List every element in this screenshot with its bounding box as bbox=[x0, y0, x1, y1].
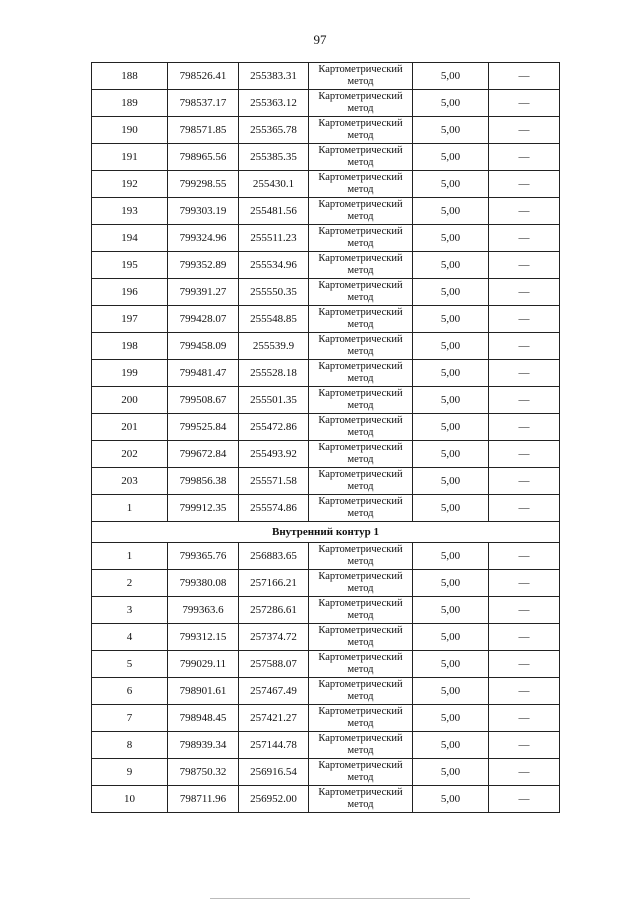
y-coordinate-cell: 257374.72 bbox=[239, 624, 309, 651]
method-line-2: метод bbox=[347, 76, 374, 87]
accuracy-cell: 5,00 bbox=[413, 543, 489, 570]
point-number-cell: 7 bbox=[92, 705, 168, 732]
method-line-1: Картометрический bbox=[318, 199, 403, 210]
description-cell: — bbox=[489, 597, 560, 624]
accuracy-cell: 5,00 bbox=[413, 333, 489, 360]
description-cell: — bbox=[489, 678, 560, 705]
point-number-cell: 8 bbox=[92, 732, 168, 759]
point-number-cell: 188 bbox=[92, 63, 168, 90]
method-cell bbox=[309, 225, 413, 252]
method-line-2: метод bbox=[347, 664, 374, 675]
description-cell: — bbox=[489, 759, 560, 786]
accuracy-cell: 5,00 bbox=[413, 759, 489, 786]
y-coordinate-cell: 256952.00 bbox=[239, 786, 309, 813]
y-coordinate-cell: 256916.54 bbox=[239, 759, 309, 786]
method-cell bbox=[309, 144, 413, 171]
method-line-2: метод bbox=[347, 556, 374, 567]
point-number-cell: 198 bbox=[92, 333, 168, 360]
x-coordinate-cell: 799352.89 bbox=[168, 252, 239, 279]
section-title: Внутренний контур 1 bbox=[92, 522, 560, 543]
table-row bbox=[92, 651, 560, 678]
method-cell bbox=[309, 759, 413, 786]
y-coordinate-cell: 255493.92 bbox=[239, 441, 309, 468]
coordinates-table-body bbox=[92, 63, 560, 813]
description-cell: — bbox=[489, 279, 560, 306]
method-line-2: метод bbox=[347, 103, 374, 114]
point-number-cell: 191 bbox=[92, 144, 168, 171]
method-line-1: Картометрический bbox=[318, 253, 403, 264]
point-number-cell: 190 bbox=[92, 117, 168, 144]
description-cell: — bbox=[489, 468, 560, 495]
description-cell: — bbox=[489, 414, 560, 441]
method-line-1: Картометрический bbox=[318, 415, 403, 426]
method-line-2: метод bbox=[347, 184, 374, 195]
method-line-1: Картометрический bbox=[318, 91, 403, 102]
table-row bbox=[92, 279, 560, 306]
x-coordinate-cell: 798750.32 bbox=[168, 759, 239, 786]
method-line-2: метод bbox=[347, 610, 374, 621]
x-coordinate-cell: 799303.19 bbox=[168, 198, 239, 225]
accuracy-cell: 5,00 bbox=[413, 468, 489, 495]
description-cell: — bbox=[489, 495, 560, 522]
description-cell: — bbox=[489, 570, 560, 597]
accuracy-cell: 5,00 bbox=[413, 225, 489, 252]
description-cell: — bbox=[489, 543, 560, 570]
method-line-2: метод bbox=[347, 481, 374, 492]
table-row bbox=[92, 306, 560, 333]
method-line-2: метод bbox=[347, 265, 374, 276]
point-number-cell: 5 bbox=[92, 651, 168, 678]
accuracy-cell: 5,00 bbox=[413, 597, 489, 624]
x-coordinate-cell: 799912.35 bbox=[168, 495, 239, 522]
accuracy-cell: 5,00 bbox=[413, 786, 489, 813]
table-row bbox=[92, 117, 560, 144]
point-number-cell: 4 bbox=[92, 624, 168, 651]
point-number-cell: 1 bbox=[92, 543, 168, 570]
y-coordinate-cell: 255430.1 bbox=[239, 171, 309, 198]
accuracy-cell: 5,00 bbox=[413, 63, 489, 90]
method-line-2: метод bbox=[347, 745, 374, 756]
table-row bbox=[92, 414, 560, 441]
description-cell: — bbox=[489, 306, 560, 333]
x-coordinate-cell: 799298.55 bbox=[168, 171, 239, 198]
method-cell bbox=[309, 543, 413, 570]
description-cell: — bbox=[489, 360, 560, 387]
method-cell bbox=[309, 570, 413, 597]
table-row bbox=[92, 624, 560, 651]
accuracy-cell: 5,00 bbox=[413, 387, 489, 414]
description-cell: — bbox=[489, 333, 560, 360]
method-line-2: метод bbox=[347, 346, 374, 357]
accuracy-cell: 5,00 bbox=[413, 252, 489, 279]
point-number-cell: 200 bbox=[92, 387, 168, 414]
method-cell bbox=[309, 63, 413, 90]
method-line-2: метод bbox=[347, 319, 374, 330]
y-coordinate-cell: 255363.12 bbox=[239, 90, 309, 117]
method-line-1: Картометрический bbox=[318, 388, 403, 399]
y-coordinate-cell: 257588.07 bbox=[239, 651, 309, 678]
method-cell bbox=[309, 387, 413, 414]
accuracy-cell: 5,00 bbox=[413, 117, 489, 144]
point-number-cell: 9 bbox=[92, 759, 168, 786]
y-coordinate-cell: 257286.61 bbox=[239, 597, 309, 624]
description-cell: — bbox=[489, 252, 560, 279]
x-coordinate-cell: 799856.38 bbox=[168, 468, 239, 495]
point-number-cell: 193 bbox=[92, 198, 168, 225]
accuracy-cell: 5,00 bbox=[413, 171, 489, 198]
method-cell bbox=[309, 117, 413, 144]
method-line-1: Картометрический bbox=[318, 64, 403, 75]
method-line-1: Картометрический bbox=[318, 598, 403, 609]
method-cell bbox=[309, 171, 413, 198]
table-row bbox=[92, 252, 560, 279]
y-coordinate-cell: 255548.85 bbox=[239, 306, 309, 333]
x-coordinate-cell: 799365.76 bbox=[168, 543, 239, 570]
method-cell bbox=[309, 786, 413, 813]
point-number-cell: 1 bbox=[92, 495, 168, 522]
x-coordinate-cell: 799672.84 bbox=[168, 441, 239, 468]
method-cell bbox=[309, 624, 413, 651]
y-coordinate-cell: 255571.58 bbox=[239, 468, 309, 495]
point-number-cell: 3 bbox=[92, 597, 168, 624]
page-number: 97 bbox=[313, 32, 327, 47]
method-line-1: Картометрический bbox=[318, 760, 403, 771]
description-cell: — bbox=[489, 387, 560, 414]
x-coordinate-cell: 799324.96 bbox=[168, 225, 239, 252]
accuracy-cell: 5,00 bbox=[413, 441, 489, 468]
table-row bbox=[92, 387, 560, 414]
accuracy-cell: 5,00 bbox=[413, 90, 489, 117]
x-coordinate-cell: 799508.67 bbox=[168, 387, 239, 414]
point-number-cell: 196 bbox=[92, 279, 168, 306]
method-line-2: метод bbox=[347, 211, 374, 222]
description-cell: — bbox=[489, 144, 560, 171]
description-cell: — bbox=[489, 441, 560, 468]
method-line-2: метод bbox=[347, 799, 374, 810]
method-line-1: Картометрический bbox=[318, 679, 403, 690]
method-line-2: метод bbox=[347, 508, 374, 519]
x-coordinate-cell: 799391.27 bbox=[168, 279, 239, 306]
point-number-cell: 197 bbox=[92, 306, 168, 333]
method-line-2: метод bbox=[347, 238, 374, 249]
method-line-2: метод bbox=[347, 454, 374, 465]
table-row bbox=[92, 678, 560, 705]
x-coordinate-cell: 798526.41 bbox=[168, 63, 239, 90]
table-row bbox=[92, 543, 560, 570]
method-line-1: Картометрический bbox=[318, 787, 403, 798]
method-cell bbox=[309, 198, 413, 225]
method-line-1: Картометрический bbox=[318, 469, 403, 480]
method-cell bbox=[309, 705, 413, 732]
accuracy-cell: 5,00 bbox=[413, 732, 489, 759]
method-line-2: метод bbox=[347, 373, 374, 384]
method-cell bbox=[309, 495, 413, 522]
y-coordinate-cell: 255383.31 bbox=[239, 63, 309, 90]
method-line-2: метод bbox=[347, 292, 374, 303]
method-line-1: Картометрический bbox=[318, 625, 403, 636]
method-line-1: Картометрический bbox=[318, 280, 403, 291]
method-cell bbox=[309, 414, 413, 441]
table-row bbox=[92, 759, 560, 786]
method-line-2: метод bbox=[347, 691, 374, 702]
method-line-2: метод bbox=[347, 157, 374, 168]
point-number-cell: 2 bbox=[92, 570, 168, 597]
accuracy-cell: 5,00 bbox=[413, 306, 489, 333]
y-coordinate-cell: 255385.35 bbox=[239, 144, 309, 171]
accuracy-cell: 5,00 bbox=[413, 144, 489, 171]
point-number-cell: 6 bbox=[92, 678, 168, 705]
method-cell bbox=[309, 90, 413, 117]
method-line-1: Картометрический bbox=[318, 442, 403, 453]
table-row bbox=[92, 198, 560, 225]
point-number-cell: 192 bbox=[92, 171, 168, 198]
y-coordinate-cell: 255365.78 bbox=[239, 117, 309, 144]
accuracy-cell: 5,00 bbox=[413, 624, 489, 651]
x-coordinate-cell: 798537.17 bbox=[168, 90, 239, 117]
description-cell: — bbox=[489, 786, 560, 813]
method-line-1: Картометрический bbox=[318, 118, 403, 129]
x-coordinate-cell: 798965.56 bbox=[168, 144, 239, 171]
accuracy-cell: 5,00 bbox=[413, 360, 489, 387]
y-coordinate-cell: 255534.96 bbox=[239, 252, 309, 279]
method-cell bbox=[309, 678, 413, 705]
method-line-2: метод bbox=[347, 400, 374, 411]
method-cell bbox=[309, 279, 413, 306]
table-row bbox=[92, 705, 560, 732]
method-cell bbox=[309, 360, 413, 387]
x-coordinate-cell: 799380.08 bbox=[168, 570, 239, 597]
method-line-1: Картометрический bbox=[318, 496, 403, 507]
table-row bbox=[92, 225, 560, 252]
table-row bbox=[92, 468, 560, 495]
method-cell bbox=[309, 252, 413, 279]
accuracy-cell: 5,00 bbox=[413, 678, 489, 705]
method-line-2: метод bbox=[347, 427, 374, 438]
point-number-cell: 10 bbox=[92, 786, 168, 813]
method-line-1: Картометрический bbox=[318, 334, 403, 345]
y-coordinate-cell: 257166.21 bbox=[239, 570, 309, 597]
point-number-cell: 203 bbox=[92, 468, 168, 495]
method-cell bbox=[309, 333, 413, 360]
table-row bbox=[92, 63, 560, 90]
y-coordinate-cell: 255539.9 bbox=[239, 333, 309, 360]
y-coordinate-cell: 255550.35 bbox=[239, 279, 309, 306]
table-row bbox=[92, 570, 560, 597]
x-coordinate-cell: 799525.84 bbox=[168, 414, 239, 441]
description-cell: — bbox=[489, 63, 560, 90]
method-line-1: Картометрический bbox=[318, 733, 403, 744]
table-row bbox=[92, 786, 560, 813]
description-cell: — bbox=[489, 198, 560, 225]
y-coordinate-cell: 257144.78 bbox=[239, 732, 309, 759]
point-number-cell: 201 bbox=[92, 414, 168, 441]
x-coordinate-cell: 798948.45 bbox=[168, 705, 239, 732]
x-coordinate-cell: 798939.34 bbox=[168, 732, 239, 759]
method-cell bbox=[309, 306, 413, 333]
method-line-2: метод bbox=[347, 772, 374, 783]
description-cell: — bbox=[489, 732, 560, 759]
table-row bbox=[92, 144, 560, 171]
coordinates-table bbox=[91, 62, 560, 813]
method-line-2: метод bbox=[347, 718, 374, 729]
method-line-1: Картометрический bbox=[318, 307, 403, 318]
accuracy-cell: 5,00 bbox=[413, 198, 489, 225]
description-cell: — bbox=[489, 705, 560, 732]
accuracy-cell: 5,00 bbox=[413, 414, 489, 441]
method-cell bbox=[309, 441, 413, 468]
bottom-rule bbox=[210, 898, 470, 899]
accuracy-cell: 5,00 bbox=[413, 495, 489, 522]
y-coordinate-cell: 256883.65 bbox=[239, 543, 309, 570]
x-coordinate-cell: 798711.96 bbox=[168, 786, 239, 813]
method-line-1: Картометрический bbox=[318, 361, 403, 372]
method-line-1: Картометрический bbox=[318, 172, 403, 183]
y-coordinate-cell: 255481.56 bbox=[239, 198, 309, 225]
method-cell bbox=[309, 732, 413, 759]
y-coordinate-cell: 255472.86 bbox=[239, 414, 309, 441]
method-cell bbox=[309, 597, 413, 624]
point-number-cell: 199 bbox=[92, 360, 168, 387]
x-coordinate-cell: 799312.15 bbox=[168, 624, 239, 651]
table-row bbox=[92, 732, 560, 759]
point-number-cell: 189 bbox=[92, 90, 168, 117]
method-line-1: Картометрический bbox=[318, 571, 403, 582]
y-coordinate-cell: 255528.18 bbox=[239, 360, 309, 387]
x-coordinate-cell: 799458.09 bbox=[168, 333, 239, 360]
x-coordinate-cell: 798901.61 bbox=[168, 678, 239, 705]
x-coordinate-cell: 799363.6 bbox=[168, 597, 239, 624]
table-row bbox=[92, 360, 560, 387]
method-line-1: Картометрический bbox=[318, 706, 403, 717]
description-cell: — bbox=[489, 90, 560, 117]
table-row bbox=[92, 495, 560, 522]
y-coordinate-cell: 255574.86 bbox=[239, 495, 309, 522]
accuracy-cell: 5,00 bbox=[413, 705, 489, 732]
method-line-2: метод bbox=[347, 583, 374, 594]
method-line-2: метод bbox=[347, 130, 374, 141]
accuracy-cell: 5,00 bbox=[413, 651, 489, 678]
description-cell: — bbox=[489, 171, 560, 198]
y-coordinate-cell: 255511.23 bbox=[239, 225, 309, 252]
y-coordinate-cell: 257467.49 bbox=[239, 678, 309, 705]
description-cell: — bbox=[489, 624, 560, 651]
x-coordinate-cell: 799029.11 bbox=[168, 651, 239, 678]
y-coordinate-cell: 255501.35 bbox=[239, 387, 309, 414]
table-row bbox=[92, 333, 560, 360]
point-number-cell: 194 bbox=[92, 225, 168, 252]
method-cell bbox=[309, 651, 413, 678]
method-line-1: Картометрический bbox=[318, 652, 403, 663]
accuracy-cell: 5,00 bbox=[413, 570, 489, 597]
table-row bbox=[92, 597, 560, 624]
x-coordinate-cell: 798571.85 bbox=[168, 117, 239, 144]
y-coordinate-cell: 257421.27 bbox=[239, 705, 309, 732]
table-row bbox=[92, 90, 560, 117]
description-cell: — bbox=[489, 117, 560, 144]
method-line-1: Картометрический bbox=[318, 145, 403, 156]
point-number-cell: 195 bbox=[92, 252, 168, 279]
x-coordinate-cell: 799481.47 bbox=[168, 360, 239, 387]
method-line-1: Картометрический bbox=[318, 544, 403, 555]
table-row bbox=[92, 171, 560, 198]
section-row bbox=[92, 522, 560, 543]
point-number-cell: 202 bbox=[92, 441, 168, 468]
x-coordinate-cell: 799428.07 bbox=[168, 306, 239, 333]
table-row bbox=[92, 441, 560, 468]
method-line-1: Картометрический bbox=[318, 226, 403, 237]
description-cell: — bbox=[489, 651, 560, 678]
method-cell bbox=[309, 468, 413, 495]
description-cell: — bbox=[489, 225, 560, 252]
accuracy-cell: 5,00 bbox=[413, 279, 489, 306]
method-line-2: метод bbox=[347, 637, 374, 648]
